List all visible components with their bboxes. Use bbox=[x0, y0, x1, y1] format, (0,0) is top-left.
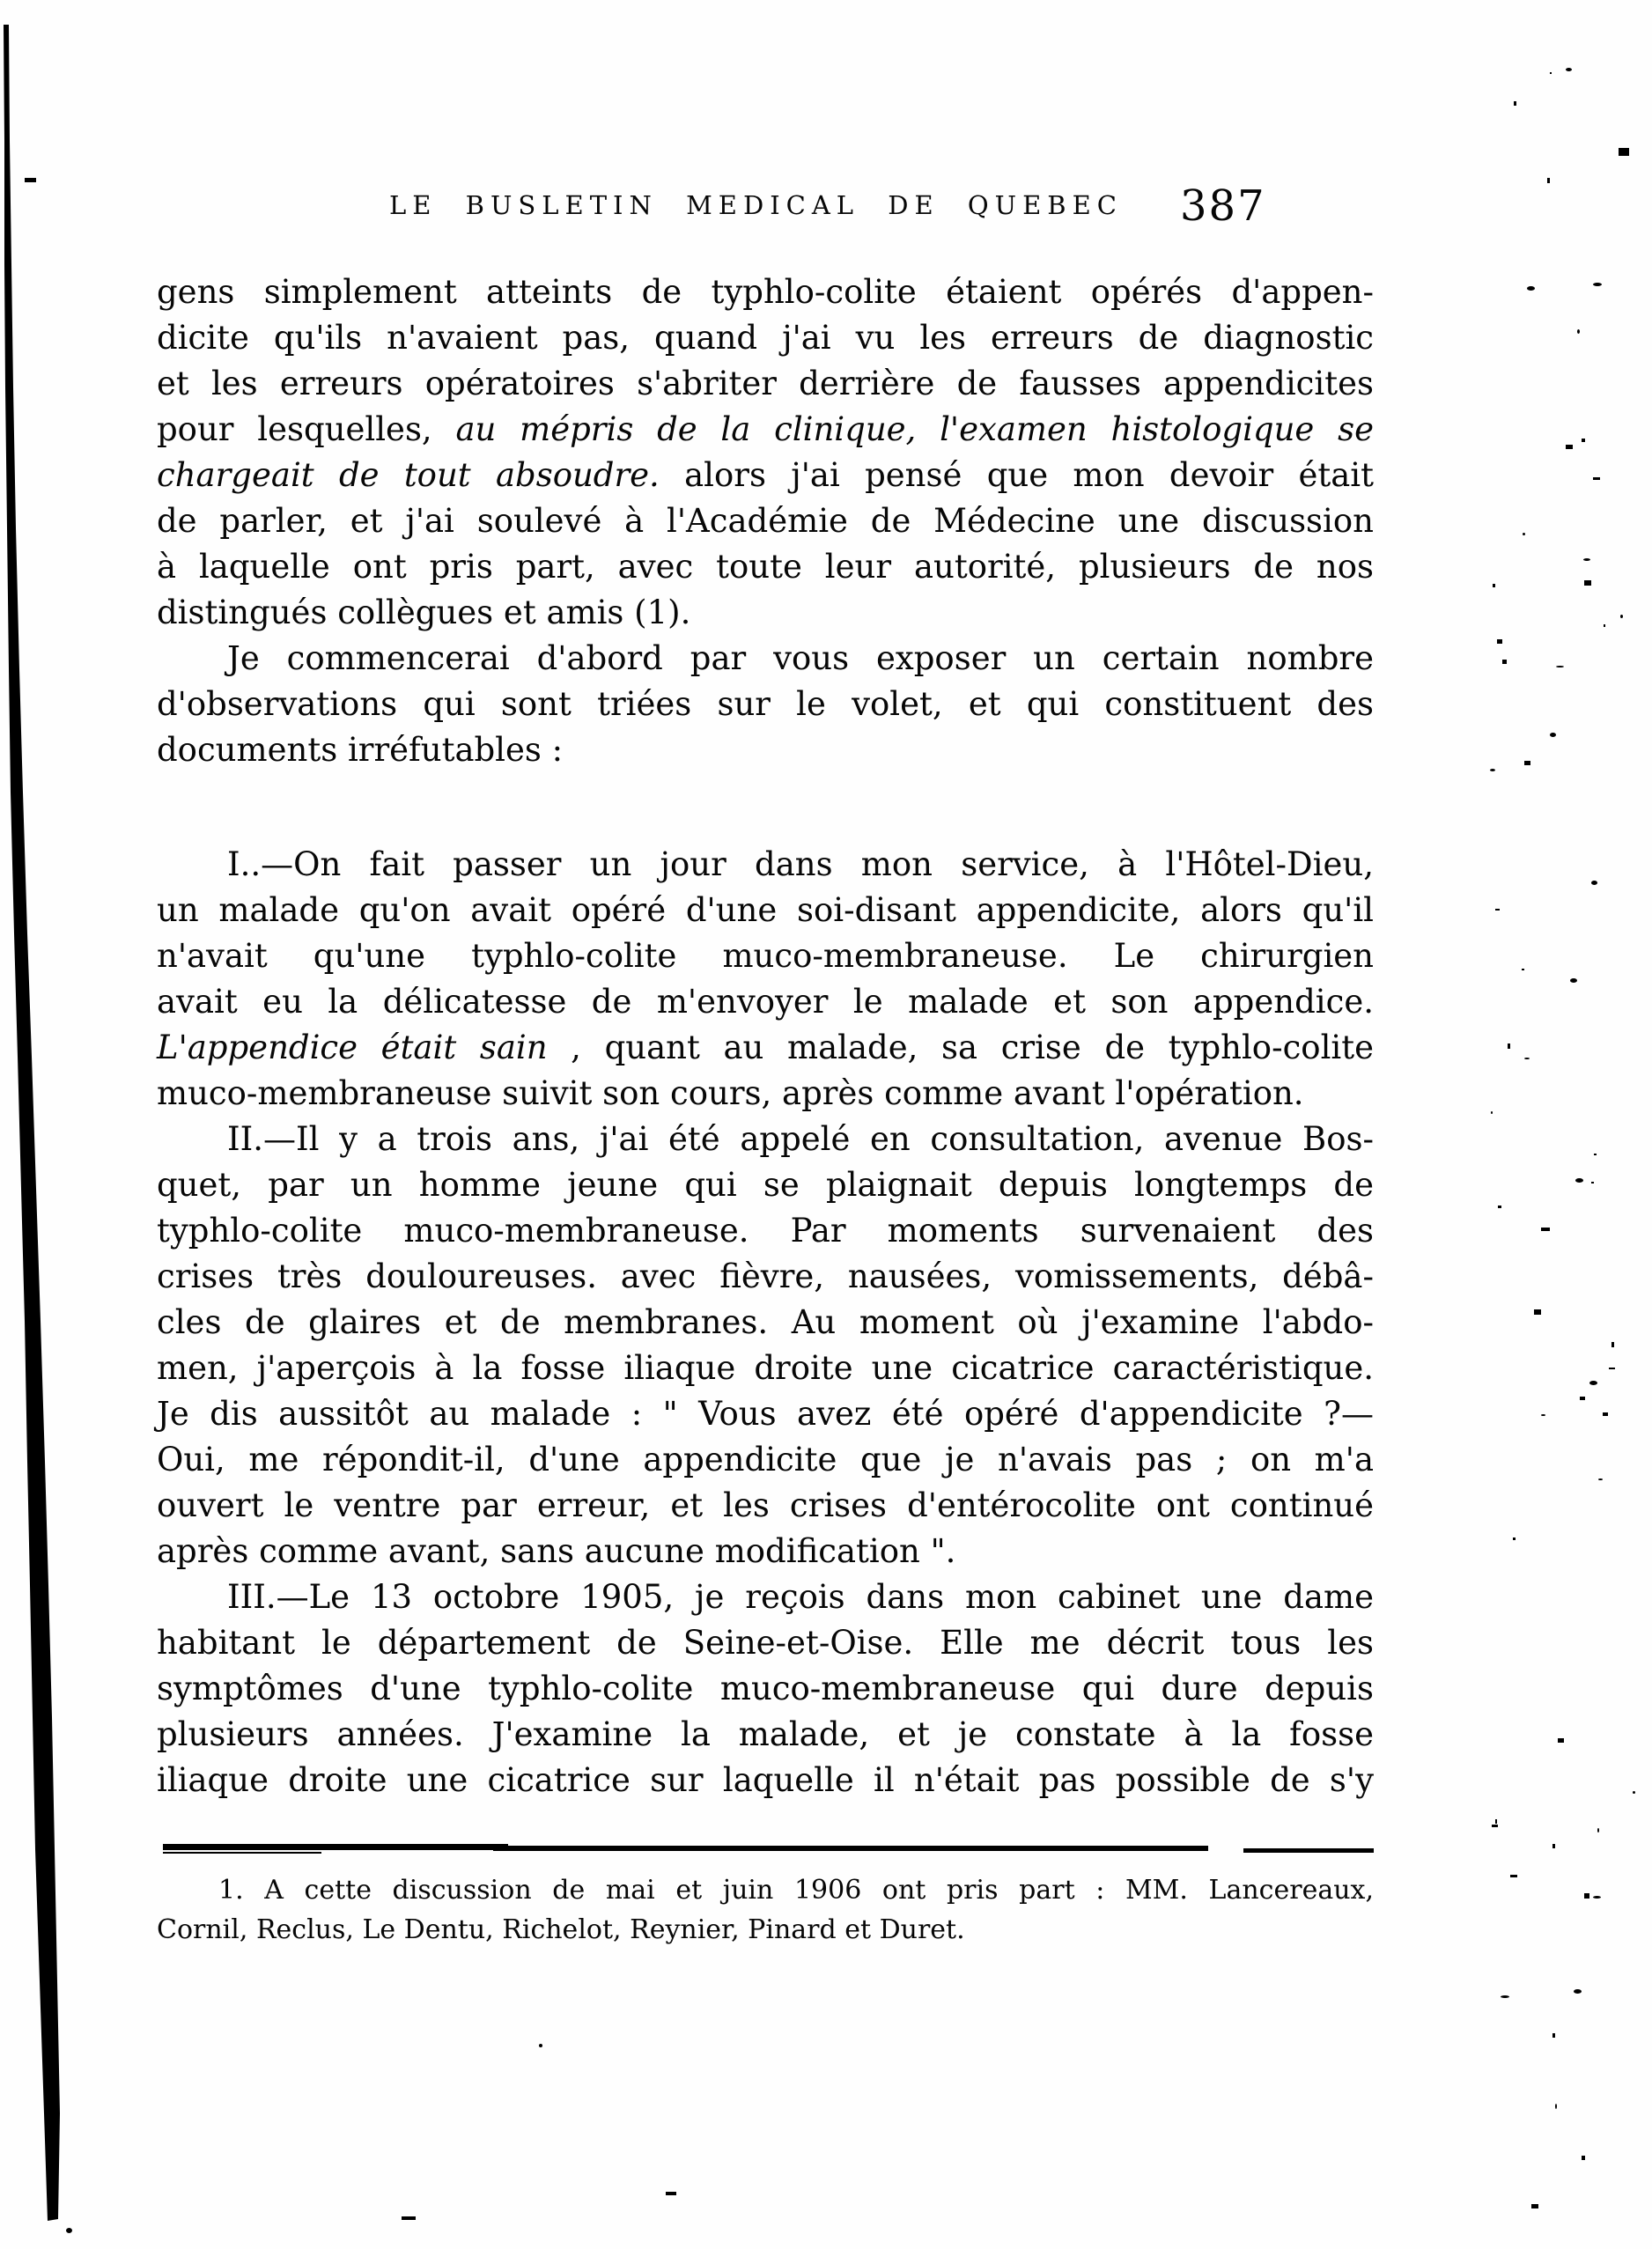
text-segment: symptômes d'une typhlo-colite muco-membraneuse qui dure depuis bbox=[157, 1670, 1374, 1707]
text-segment: iliaque droite une cicatrice sur laquelle il n'était pas possible de s'y bbox=[157, 1761, 1374, 1799]
scan-noise-speck bbox=[66, 2228, 72, 2233]
scan-noise-speck bbox=[1492, 1825, 1498, 1827]
scan-noise-speck bbox=[1498, 1206, 1501, 1208]
scan-noise-speck bbox=[1552, 1844, 1555, 1848]
text-segment: Oui, me répondit-il, d'une appendicite que je n'avais pas ; on m'a bbox=[157, 1441, 1374, 1478]
text-line bbox=[157, 453, 1374, 498]
text-segment: d'observations qui sont triées sur le volet, et qui constituent des bbox=[157, 685, 1374, 723]
text-segment: cles de glaires et de membranes. Au moment où j'examine l'abdo- bbox=[157, 1303, 1374, 1341]
text-line bbox=[227, 1117, 1374, 1162]
text-line bbox=[157, 682, 1374, 727]
text-line bbox=[157, 1300, 1374, 1346]
text-segment: à laquelle ont pris part, avec toute leur autorité, plusieurs de nos bbox=[157, 548, 1374, 586]
scan-noise-speck bbox=[1514, 101, 1516, 106]
text-segment: pour lesquelles, bbox=[157, 410, 456, 448]
scan-noise-speck bbox=[1582, 2156, 1585, 2160]
scan-noise-speck bbox=[539, 2044, 542, 2047]
text-line bbox=[157, 979, 1374, 1025]
text-segment: III.—Le 13 octobre 1905, je reçois dans mon cabinet une dame bbox=[227, 1578, 1374, 1616]
scan-noise-speck bbox=[1620, 615, 1623, 618]
scan-noise-speck bbox=[1502, 660, 1507, 664]
scan-noise-speck bbox=[1541, 1228, 1550, 1231]
text-line bbox=[157, 1758, 1374, 1803]
text-line bbox=[157, 727, 1374, 773]
scan-noise-speck bbox=[1527, 286, 1535, 291]
scan-noise-speck bbox=[1583, 558, 1590, 561]
scan-noise-speck bbox=[1609, 1368, 1615, 1369]
scan-noise-speck bbox=[1522, 969, 1524, 970]
scan-noise-speck bbox=[1593, 1896, 1601, 1899]
journal-title: LE BUSLETIN MEDICAL DE QUEBEC bbox=[389, 190, 1123, 220]
scan-noise-speck bbox=[1584, 1893, 1589, 1899]
scan-noise-speck bbox=[666, 2192, 676, 2195]
text-segment: , quant au malade, sa crise de typhlo-colite bbox=[547, 1029, 1374, 1066]
text-line bbox=[157, 1391, 1374, 1437]
scan-noise-speck bbox=[1523, 533, 1525, 535]
text-line bbox=[157, 315, 1374, 361]
text-line bbox=[227, 1574, 1374, 1620]
scan-noise-speck bbox=[1524, 1058, 1530, 1059]
scan-noise-speck bbox=[1497, 639, 1502, 644]
scan-noise-speck bbox=[1534, 1309, 1541, 1315]
scan-noise-speck bbox=[1513, 1537, 1516, 1540]
scan-noise-speck bbox=[1524, 761, 1530, 765]
scan-noise-speck bbox=[1556, 666, 1564, 667]
scan-noise-speck bbox=[1611, 1342, 1614, 1347]
footnote-rule bbox=[493, 1846, 1208, 1851]
scan-noise-speck bbox=[1552, 2033, 1555, 2038]
scan-noise-speck bbox=[1603, 1412, 1608, 1416]
text-segment: documents irréfutables : bbox=[157, 731, 564, 769]
scan-noise-speck bbox=[1566, 68, 1572, 71]
scan-noise-speck bbox=[1501, 1995, 1509, 1998]
text-segment: crises très douloureuses. avec fièvre, nausées, vomissements, débâ- bbox=[157, 1257, 1374, 1295]
text-segment: un malade qu'on avait opéré d'une soi-disant appendicite, alors qu'il bbox=[157, 891, 1374, 929]
scan-noise-speck bbox=[1593, 477, 1600, 480]
text-line bbox=[157, 269, 1374, 315]
text-line bbox=[227, 636, 1374, 682]
text-line bbox=[157, 1437, 1374, 1483]
scan-noise-speck bbox=[1508, 1043, 1510, 1049]
italic-text-segment: au mépris de la clinique, l'examen histologique se bbox=[455, 410, 1374, 448]
scan-noise-speck bbox=[1582, 439, 1585, 442]
scan-noise-speck bbox=[1566, 445, 1573, 449]
text-segment: Je dis aussitôt au malade : " Vous avez été opéré d'appendicite ?— bbox=[157, 1395, 1374, 1433]
text-segment: alors j'ai pensé que mon devoir était bbox=[659, 456, 1374, 494]
text-line bbox=[157, 1483, 1374, 1529]
scan-noise-speck bbox=[1510, 1875, 1517, 1877]
scan-noise-speck bbox=[1558, 1738, 1564, 1743]
scan-noise-speck bbox=[1493, 584, 1495, 587]
scan-noise-speck bbox=[1550, 733, 1556, 737]
scan-noise-speck bbox=[1575, 1178, 1583, 1183]
footnote-line: 1. A cette discussion de mai et juin 1906 ont pris part : MM. Lancereaux, bbox=[218, 1875, 1374, 1906]
text-segment: men, j'aperçois à la fosse iliaque droite une cicatrice caractéristique. bbox=[157, 1349, 1374, 1387]
scan-noise-speck bbox=[1547, 178, 1550, 183]
scan-noise-speck bbox=[1594, 1154, 1597, 1155]
text-segment: après comme avant, sans aucune modification ". bbox=[157, 1532, 956, 1570]
text-segment: I..—On fait passer un jour dans mon service, à l'Hôtel-Dieu, bbox=[227, 845, 1374, 883]
text-segment: avait eu la délicatesse de m'envoyer le malade et son appendice. bbox=[157, 983, 1374, 1021]
text-line bbox=[157, 1666, 1374, 1712]
text-line bbox=[157, 361, 1374, 407]
section-gap bbox=[157, 773, 1374, 842]
scan-noise-speck bbox=[1577, 329, 1580, 334]
scan-noise-speck bbox=[1491, 1111, 1493, 1114]
scan-noise-speck bbox=[1495, 1819, 1497, 1824]
text-segment: gens simplement atteints de typhlo-colite étaient opérés d'appen- bbox=[157, 273, 1374, 311]
italic-text-segment: L'appendice était sain bbox=[157, 1029, 548, 1066]
scan-noise-speck bbox=[1598, 1478, 1603, 1480]
text-line bbox=[157, 1346, 1374, 1391]
footnote-line: Cornil, Reclus, Le Dentu, Richelot, Reynier, Pinard et Duret. bbox=[157, 1914, 965, 1945]
page-number: 387 bbox=[1180, 181, 1266, 231]
scan-noise-speck bbox=[1604, 624, 1605, 627]
text-line bbox=[157, 1529, 1374, 1574]
text-line bbox=[157, 544, 1374, 590]
text-segment: quet, par un homme jeune qui se plaignait depuis longtemps de bbox=[157, 1166, 1374, 1204]
scan-noise-speck bbox=[1597, 1828, 1599, 1832]
scan-noise-speck bbox=[1593, 283, 1602, 286]
text-line bbox=[157, 498, 1374, 544]
scan-noise-speck bbox=[1591, 881, 1597, 885]
scan-noise-speck bbox=[1619, 148, 1629, 156]
scan-noise-speck bbox=[1550, 72, 1552, 74]
text-segment: Je commencerai d'abord par vous exposer un certain nombre bbox=[227, 639, 1374, 677]
scan-noise-speck bbox=[1531, 2204, 1538, 2208]
italic-text-segment: chargeait de tout absoudre. bbox=[157, 456, 660, 494]
text-line bbox=[157, 1712, 1374, 1758]
scan-noise-speck bbox=[1580, 1397, 1585, 1400]
footnote-rule bbox=[163, 1852, 321, 1854]
text-segment: typhlo-colite muco-membraneuse. Par moments survenaient des bbox=[157, 1212, 1374, 1250]
text-line bbox=[157, 888, 1374, 933]
text-line bbox=[157, 590, 1374, 636]
text-line bbox=[157, 407, 1374, 453]
text-line bbox=[157, 1620, 1374, 1666]
scan-noise-speck bbox=[402, 2216, 416, 2220]
scan-noise-speck bbox=[1570, 978, 1577, 983]
text-segment: ouvert le ventre par erreur, et les crises d'entérocolite ont continué bbox=[157, 1486, 1374, 1524]
text-segment: II.—Il y a trois ans, j'ai été appelé en consultation, avenue Bos- bbox=[227, 1120, 1374, 1158]
text-segment: n'avait qu'une typhlo-colite muco-membraneuse. Le chirurgien bbox=[157, 937, 1374, 975]
text-segment: distingués collègues et amis (1). bbox=[157, 594, 691, 631]
scan-noise-speck bbox=[1574, 1989, 1582, 1994]
text-line bbox=[157, 1162, 1374, 1208]
scan-noise-speck bbox=[1589, 1381, 1597, 1385]
scan-noise-speck bbox=[1633, 1791, 1635, 1794]
text-line bbox=[157, 1071, 1374, 1117]
scan-noise-speck bbox=[1490, 769, 1495, 771]
text-segment: et les erreurs opératoires s'abriter derrière de fausses appendicites bbox=[157, 365, 1374, 402]
body-text bbox=[157, 269, 1374, 1803]
scan-noise-speck bbox=[1495, 909, 1500, 911]
text-segment: muco-membraneuse suivit son cours, après comme avant l'opération. bbox=[157, 1074, 1304, 1112]
text-line bbox=[157, 933, 1374, 979]
text-line bbox=[157, 1208, 1374, 1254]
text-segment: habitant le département de Seine-et-Oise. Elle me décrit tous les bbox=[157, 1624, 1374, 1662]
footnote bbox=[157, 1870, 1374, 1950]
scan-noise-speck bbox=[1591, 1182, 1594, 1183]
text-segment: plusieurs années. J'examine la malade, et je constate à la fosse bbox=[157, 1715, 1374, 1753]
footnote-rule bbox=[1243, 1848, 1374, 1853]
scan-noise-speck bbox=[1555, 2104, 1557, 2109]
text-segment: de parler, et j'ai soulevé à l'Académie de Médecine une discussion bbox=[157, 502, 1374, 540]
scan-noise-speck bbox=[1584, 580, 1591, 586]
text-line bbox=[157, 1025, 1374, 1071]
text-segment: dicite qu'ils n'avaient pas, quand j'ai vu les erreurs de diagnostic bbox=[157, 319, 1374, 357]
text-line bbox=[157, 1254, 1374, 1300]
book-spine-scan-artifact bbox=[0, 0, 79, 2249]
scan-noise-speck bbox=[1541, 1414, 1545, 1416]
footnote-rule bbox=[163, 1844, 508, 1850]
text-line bbox=[227, 842, 1374, 888]
